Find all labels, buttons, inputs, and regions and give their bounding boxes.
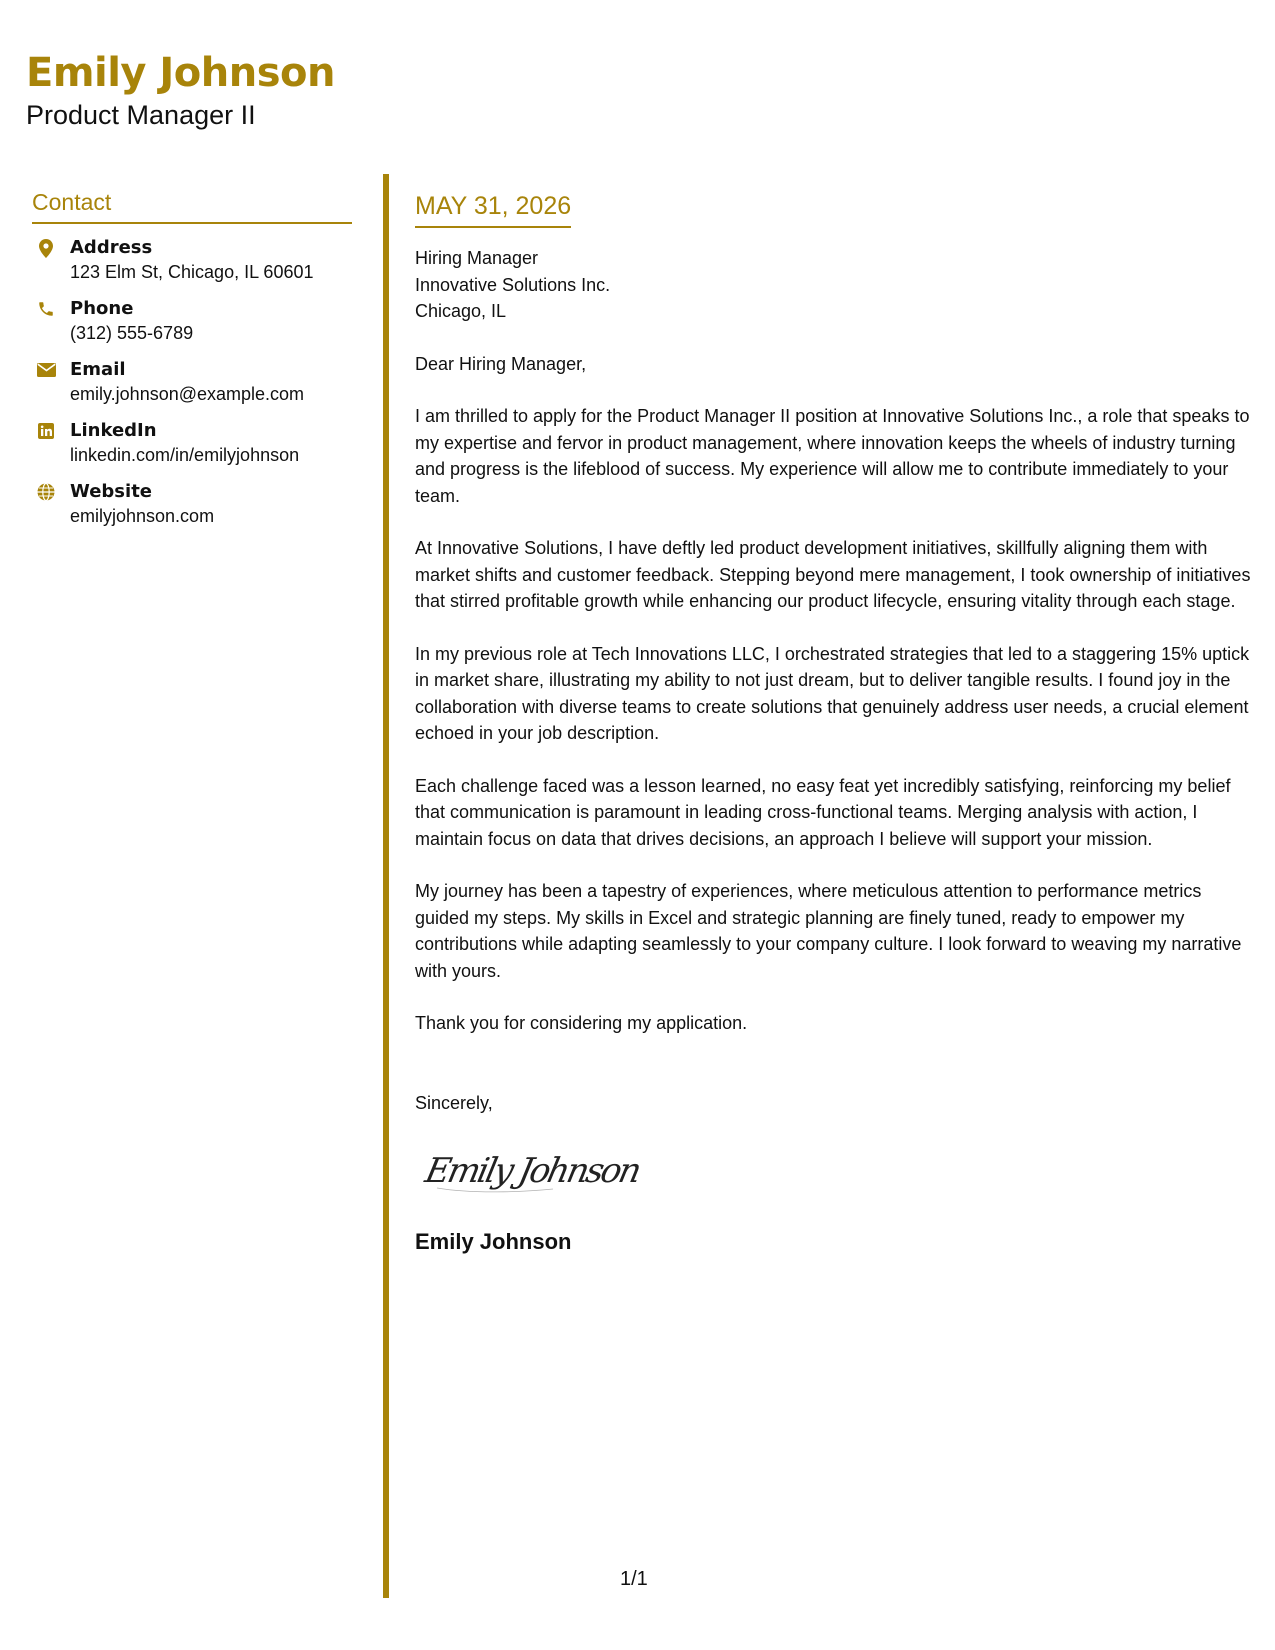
body-paragraph: Each challenge faced was a lesson learned, no easy feat yet incredibly satisfying, reinforcing my belief that communication is paramount in leading cross-functional teams. Merging analysis with action, I maintain focus on data that drives decisions, an approach I believe will support your mission. [415,775,1231,849]
letter-date: MAY 31, 2026 [415,190,571,228]
contact-section-title: Contact [32,188,352,224]
contact-item-phone [32,297,352,346]
contact-label: Address [70,237,153,258]
applicant-name: Emily Johnson [26,50,336,96]
contact-value: (312) 555-6789 [70,323,194,343]
contact-item-website [32,480,352,529]
page-number: 1/1 [620,1568,648,1590]
contact-value: linkedin.com/in/emilyjohnson [70,445,300,465]
globe-icon [36,482,56,502]
contact-item-linkedin [32,419,352,468]
contact-item-address [32,236,352,285]
body-paragraph: At Innovative Solutions, I have deftly led product development initiatives, skillfully aligning them with market shifts and customer feedback. Stepping beyond mere management, I took ownership of initiatives that stirred profitable growth while enhancing our product lifecycle, ensuring vitality through each stage. [415,538,1251,611]
contact-item-email [32,358,352,407]
linkedin-icon [36,421,56,441]
svg-text:Emily Johnson: Emily Johnson [421,1151,646,1191]
body-paragraph: My journey has been a tapestry of experiences, where meticulous attention to performance metrics guided my steps. My skills in Excel and strategic planning are finely tuned, ready to empower my contributions while adapting seamlessly to your company culture. I look forward to weaving my narrative with yours. [415,881,1242,981]
contact-sidebar [32,188,352,529]
contact-value: emily.johnson@example.com [70,384,305,404]
applicant-title: Product Manager II [26,100,256,130]
contact-label: LinkedIn [70,420,157,441]
body-paragraph: Thank you for considering my application. [415,1013,748,1033]
recipient-line: Chicago, IL [415,301,507,321]
recipient-line: Hiring Manager [415,248,539,268]
map-pin-icon [36,238,56,258]
greeting: Dear Hiring Manager, [415,353,587,374]
recipient-block [415,245,1255,325]
body-paragraph: In my previous role at Tech Innovations LLC, I orchestrated strategies that led to a staggering 15% uptick in market share, illustrating my ability to not just dream, but to deliver tangible results. I found joy in the collaboration with diverse teams to create solutions that genuinely address user needs, a crucial element echoed in your job description. [415,643,1250,743]
handwritten-signature [421,1138,663,1202]
recipient-line: Innovative Solutions Inc. [415,274,611,295]
letter-body [415,190,1255,1256]
letter-header [26,48,335,132]
contact-label: Website [70,481,153,502]
closing: Sincerely, [415,1092,493,1113]
signer-name: Emily Johnson [415,1228,572,1254]
contact-value: 123 Elm St, Chicago, IL 60601 [70,262,314,282]
contact-value: emilyjohnson.com [70,506,215,526]
phone-icon [36,299,56,319]
contact-label: Phone [70,298,134,319]
body-paragraph: I am thrilled to apply for the Product Manager II position at Innovative Solutions Inc., a role that speaks to my expertise and fervor in product management, where innovation keeps the wheels of industry turning and progress is the lifeblood of success. My experience will allow me to contribute immediately to your team. [415,406,1250,506]
vertical-divider [383,174,389,1598]
contact-label: Email [70,359,126,380]
envelope-icon [36,360,56,380]
